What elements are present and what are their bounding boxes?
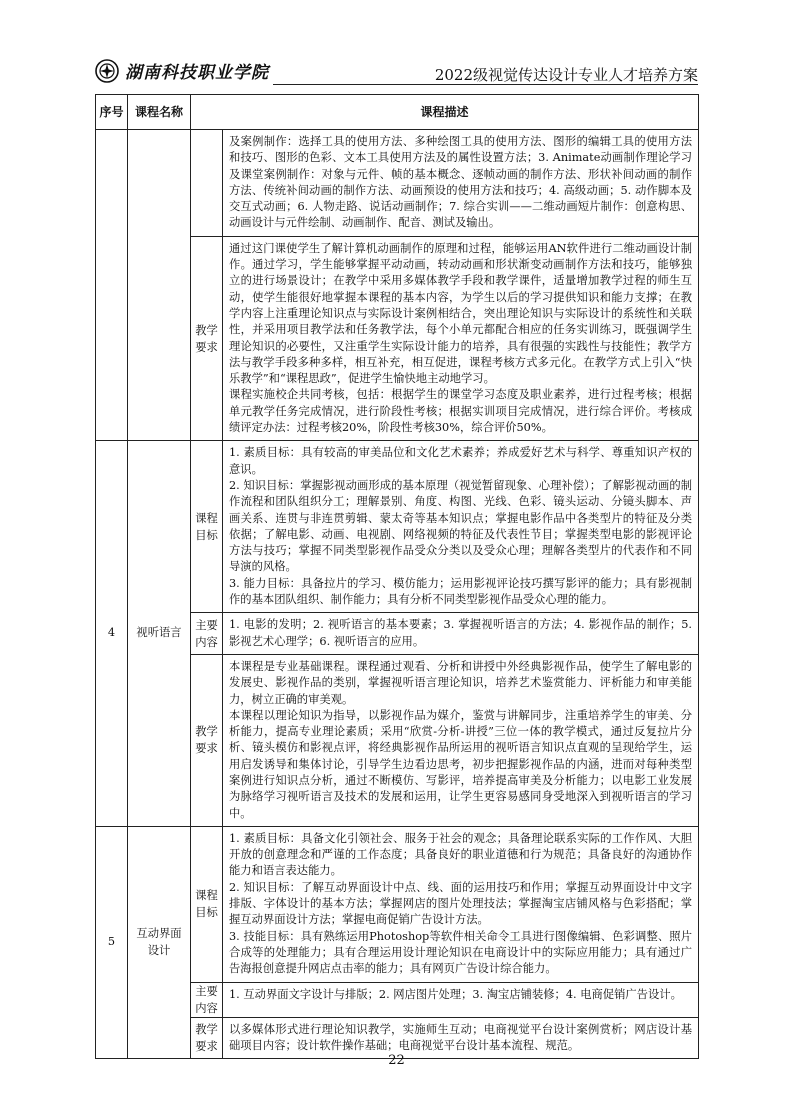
description-cell	[223, 826, 699, 982]
table-row	[96, 441, 699, 613]
description-paragraph: 3. 能力目标：具备拉片的学习、模仿能力；运用影视评论技巧撰写影评的能力；具有影视制作的基本团队组织、制作能力；具有分析不同类型影视作品受众心理的能力。	[229, 576, 693, 607]
page-header	[95, 58, 698, 88]
column-header-no: 序号	[96, 95, 128, 130]
row-number: 5	[96, 826, 128, 1058]
row-label: 课程目标	[191, 441, 223, 613]
column-header-description: 课程描述	[191, 95, 699, 130]
description-cell	[223, 654, 699, 826]
description-paragraph: 以多媒体形式进行理论知识教学，实施师生互动；电商视觉平台设计案例赏析；网店设计基础项目内容；设计软件操作基础；电商视觉平台设计基本流程、规范。	[229, 1022, 693, 1052]
description-cell	[223, 441, 699, 613]
header-divider	[273, 84, 698, 85]
course-table	[95, 94, 699, 1059]
description-paragraph: 3. 技能目标：具有熟练运用Photoshop等软件相关命令工具进行图像编辑、色彩调整、照片合成等的处理能力；具有合理运用设计理论知识在电商设计中的实际应用能力；具有通过广告海报创意提升网店点击率的能力；具有网页广告设计综合能力。	[229, 929, 693, 976]
table-row	[96, 130, 699, 237]
table-row	[96, 826, 699, 982]
row-label	[191, 130, 223, 237]
school-logo	[95, 58, 269, 83]
row-number	[96, 130, 128, 441]
row-label: 主要内容	[191, 613, 223, 655]
description-cell	[223, 236, 699, 441]
description-paragraph: 及案例制作：选择工具的使用方法、多种绘图工具的使用方法、图形的编辑工具的使用方法和技巧、图形的色彩、文本工具使用方法及的属性设置方法；3. Animate动画制作理论学习及课堂案例制作：对象与元件、帧的基本概念、逐帧动画的制作方法、形状补间动画的制作方法、传统补间动画的制作方法、动画预设的使用方法和技巧；4. 高级动画；5. 动作脚本及交互式动画；6. 人物走路、说话动画制作；7. 综合实训——二维动画短片制作：创意构思、动画设计与元件绘制、动画制作、配音、测试及输出。	[229, 135, 693, 230]
description-paragraph: 课程实施校企共同考核，包括：根据学生的课堂学习态度及职业素养，进行过程考核；根据单元教学任务完成情况，进行阶段性考核；根据实训项目完成情况，进行综合评价。考核成绩评定办法：过程考核20%，阶段性考核30%，综合评价50%。	[229, 388, 693, 435]
course-name: 互动界面设计	[128, 826, 191, 1058]
description-paragraph: 2. 知识目标：掌握影视动画形成的基本原理（视觉暂留现象、心理补偿）；了解影视动画的制作流程和团队组织分工；理解景别、角度、构图、光线、色彩、镜头运动、分镜头脚本、声画关系、连贯与非连贯剪辑、蒙太奇等基本知识点；掌握电影作品中各类型片的特征及分类依据；了解电影、动画、电视剧、网络视频的特征及代表性节目；掌握类型电影的影视评论方法与技巧；掌握不同类型影视作品受众分类以及受众心理；理解各类型片的代表作和不同导演的风格。	[229, 478, 693, 574]
column-header-course-name: 课程名称	[128, 95, 191, 130]
row-number: 4	[96, 441, 128, 827]
description-cell	[223, 982, 699, 1017]
description-paragraph: 1. 互动界面文字设计与排版；2. 网店图片处理；3. 淘宝店铺装修；4. 电商促销广告设计。	[229, 987, 682, 1001]
description-cell	[223, 613, 699, 655]
document-title: 2022级视觉传达设计专业人才培养方案	[434, 66, 698, 84]
row-label: 教学要求	[191, 654, 223, 826]
row-label: 教学要求	[191, 1017, 223, 1059]
row-label: 主要内容	[191, 982, 223, 1017]
description-paragraph: 1. 素质目标：具备文化引领社会、服务于社会的观念；具备理论联系实际的工作作风、大胆开放的创意理念和严谨的工作态度；具备良好的职业道德和行为规范；具备良好的沟通协作能力和语言表达能力。	[229, 831, 693, 878]
description-paragraph: 1. 素质目标：具有较高的审美品位和文化艺术素养；养成爱好艺术与科学、尊重知识产权的意识。	[229, 446, 693, 476]
page-number: 22	[388, 1053, 405, 1068]
course-name	[128, 130, 191, 441]
description-paragraph: 通过这门课使学生了解计算机动画制作的原理和过程，能够运用AN软件进行二维动画设计制作。通过学习，学生能够掌握平动动画，转动动画和形状渐变动画制作方法和技巧，能够独立的进行场景设计；在教学中采用多媒体教学手段和教学课件，适量增加教学过程的师生互动，使学生能很好地掌握本课程的基本内容，为学生以后的学习提供知识和能力支撑；在教学内容上注重理论知识点与实际设计案例相结合，突出理论知识与实际设计的系统性和关联性，并采用项目教学法和任务教学法，每个小单元都配合相应的任务实训练习，既强调学生理论知识的必要性，又注重学生实际设计能力的培养，具有很强的实践性与技能性；教学方法与教学手段多种多样，相互补充，相互促进，课程考核方式多元化。在教学方式上引入“快乐教学”和“课程思政”，促进学生愉快地主动地学习。	[229, 241, 693, 386]
description-paragraph: 1. 电影的发明；2. 视听语言的基本要素；3. 掌握视听语言的方法；4. 影视作品的制作；5. 影视艺术心理学；6. 视听语言的应用。	[229, 618, 693, 648]
school-logo-text: 湖南科技职业学院	[125, 63, 269, 83]
table-header-row	[96, 95, 699, 130]
school-emblem-icon	[95, 59, 119, 83]
row-label: 课程目标	[191, 826, 223, 982]
description-paragraph: 本课程以理论知识为指导，以影视作品为媒介，鉴赏与讲解同步，注重培养学生的审美、分析能力，提高专业理论素质；采用“欣赏-分析-讲授”三位一体的教学模式，通过反复拉片分析、镜头模仿和影视点评，将经典影视作品所运用的视听语言知识点直观的呈现给学生，运用启发诱导和集体讨论，引导学生边看边思考，初步把握影视作品的内涵，进而对每种类型案例进行知识点分析，通过不断模仿、写影评，培养提高审美及分析能力；以电影工业发展为脉络学习视听语言及技术的发展和运用，让学生更容易感同身受地深入到视听语言的学习中。	[229, 708, 693, 820]
row-label: 教学要求	[191, 236, 223, 441]
course-name: 视听语言	[128, 441, 191, 827]
description-cell	[223, 130, 699, 237]
description-paragraph: 2. 知识目标：了解互动界面设计中点、线、面的运用技巧和作用；掌握互动界面设计中文字排版、字体设计的基本方法；掌握网店的图片处理技法；掌握淘宝店铺风格与色彩搭配；掌握互动界面设计方法；掌握电商促销广告设计方法。	[229, 880, 693, 927]
description-paragraph: 本课程是专业基础课程。课程通过观看、分析和讲授中外经典影视作品，使学生了解电影的发展史、影视作品的类别，掌握视听语言理论知识，培养艺术鉴赏能力、评析能力和审美能力，树立正确的审美观。	[229, 659, 693, 706]
